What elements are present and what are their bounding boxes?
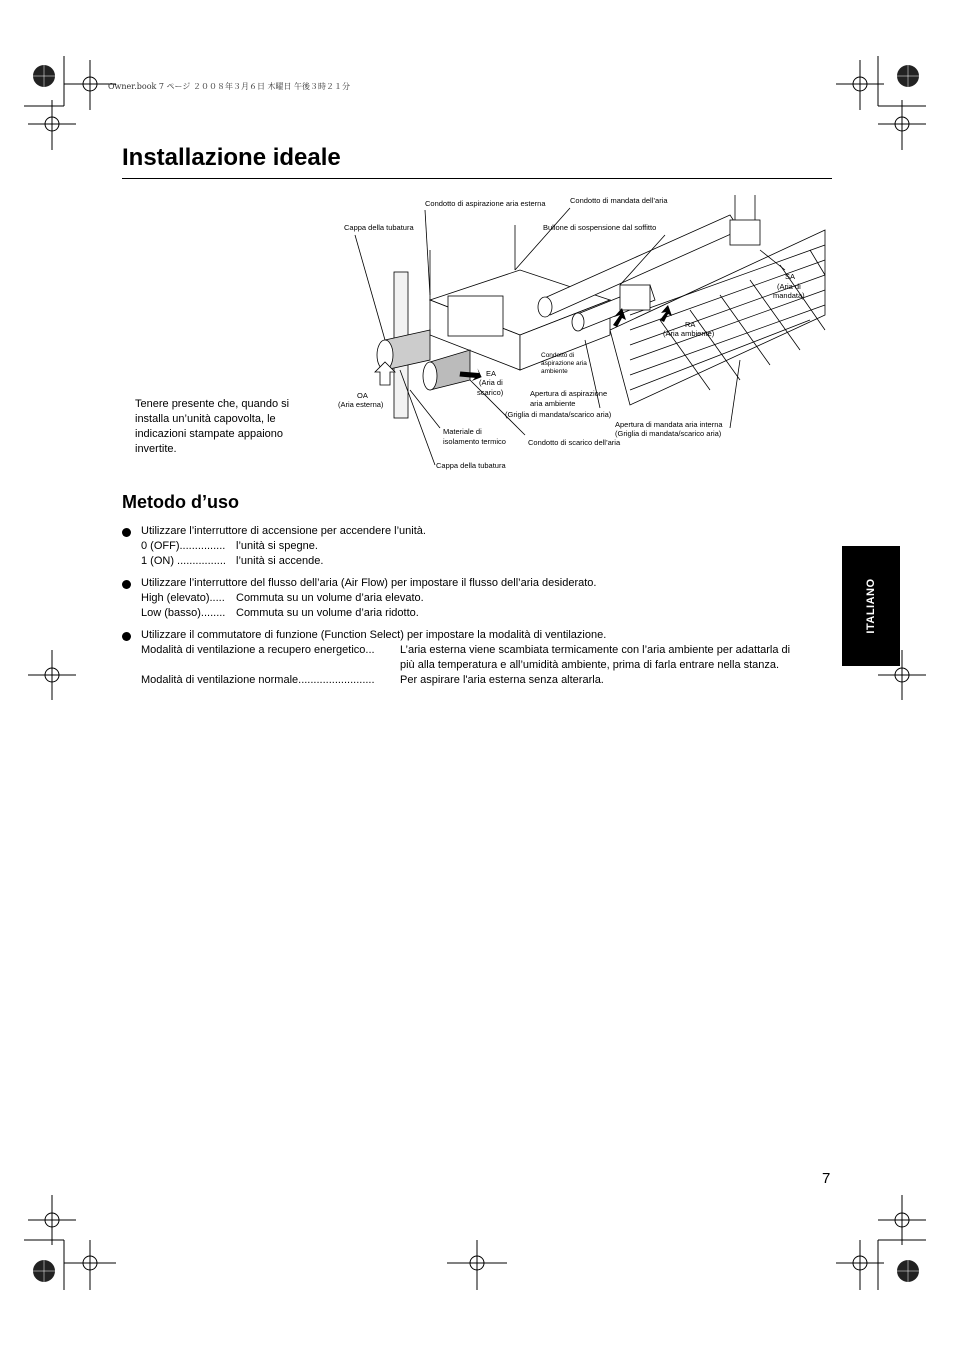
bullet-item-airflow (141, 576, 596, 621)
label-ra-code: RA (685, 320, 696, 329)
label-apertura-aspirazione-3: (Griglia di mandata/scarico aria) (505, 410, 612, 419)
label-condotto-aspirazione-ambiente-3: ambiente (541, 368, 568, 375)
page-title: Installazione ideale (122, 144, 341, 171)
label-ea-desc1: (Aria di (479, 378, 503, 387)
bullet-dot (122, 528, 131, 537)
label-apertura-mandata-2: (Griglia di mandata/scarico aria) (615, 429, 722, 438)
bullet-text: Utilizzare l’interruttore di accensione per accendere l’unità. (141, 525, 426, 537)
label-oa-code: OA (357, 391, 368, 400)
diagram-drawing (330, 190, 830, 480)
label-ra-desc: (Aria ambiente) (663, 329, 715, 338)
section-title: Metodo d’uso (122, 492, 239, 512)
label-sa-desc2: mandata) (773, 291, 805, 300)
label-cappa-bottom: Cappa della tubatura (436, 461, 506, 470)
label-sa-code: SA (785, 272, 796, 281)
label-condotto-mandata: Condotto di mandata dell’aria (570, 196, 668, 205)
setting-row (141, 539, 426, 554)
bullet-item-function (141, 628, 790, 688)
title-rule (122, 178, 832, 179)
label-materiale-1: Materiale di (443, 427, 482, 436)
bullet-text: Utilizzare l’interruttore del flusso dell’aria (Air Flow) per impostare il flusso dell’aria desiderato. (141, 577, 597, 589)
setting-key: High (elevato)..... (141, 592, 225, 604)
label-sa-desc1: (Aria di (777, 282, 801, 291)
setting-key: Low (basso)........ (141, 607, 226, 619)
label-ea-desc2: scarico) (477, 388, 504, 397)
label-condotto-scarico: Condotto di scarico dell’aria (528, 438, 621, 447)
setting-key: Modalità di ventilazione normale......................... (141, 674, 375, 686)
language-tab (842, 546, 900, 666)
setting-row (141, 554, 426, 569)
setting-row (141, 591, 596, 606)
page-number: 7 (822, 1170, 831, 1187)
label-condotto-aspirazione-ambiente-1: Condotto di (541, 352, 575, 359)
label-ea-code: EA (486, 369, 497, 378)
label-condotto-aspirazione-ambiente-2: aspirazione aria (541, 360, 587, 367)
label-apertura-aspirazione-2: aria ambiente (530, 399, 576, 408)
setting-key: Modalità di ventilazione a recupero energetico... (141, 644, 375, 656)
bullet-dot (122, 632, 131, 641)
setting-value: Per aspirare l'aria esterna senza alterarla. (400, 674, 604, 686)
label-cappa-top: Cappa della tubatura (344, 223, 414, 232)
label-apertura-aspirazione-1: Apertura di aspirazione (530, 389, 608, 398)
label-materiale-2: isolamento termico (443, 437, 506, 446)
setting-key: 1 (ON) ................ (141, 555, 226, 567)
setting-value-line: L’aria esterna viene scambiata termicamente con l’aria ambiente per adattarla di (400, 644, 791, 656)
installation-diagram (330, 190, 830, 485)
label-condotto-aspirazione-esterna: Condotto di aspirazione aria esterna (425, 199, 546, 208)
setting-value: l’unità si spegne. (236, 540, 318, 552)
setting-value: Commuta su un volume d’aria elevato. (236, 592, 424, 604)
setting-value: Commuta su un volume d’aria ridotto. (236, 607, 419, 619)
bullet-dot (122, 580, 131, 589)
bullet-text: Utilizzare il commutatore di funzione (Function Select) per impostare la modalità di ventilazione. (141, 629, 607, 641)
label-apertura-mandata-1: Apertura di mandata aria interna (615, 420, 723, 429)
installation-note: Tenere presente che, quando si installa un’unità capovolta, le indicazioni stampate appaiono invertite. (135, 398, 290, 455)
setting-row (141, 606, 596, 621)
setting-value: l’unità si accende. (236, 555, 324, 567)
label-bullone: Bullone di sospensione dal soffitto (543, 223, 657, 232)
language-tab-label: ITALIANO (865, 578, 877, 634)
setting-row (141, 673, 790, 688)
setting-row (141, 643, 790, 673)
label-oa-desc: (Aria esterna) (338, 400, 384, 409)
setting-value (400, 643, 790, 673)
setting-value-line: più alla temperatura e all’umidità ambiente, prima di farla entrare nella stanza. (400, 659, 780, 671)
bullet-item-power (141, 524, 426, 569)
header-meta: Owner.book 7 ページ ２００８年３月６日 木曜日 午後３時２１分 (108, 82, 351, 91)
setting-key: 0 (OFF)............... (141, 540, 226, 552)
